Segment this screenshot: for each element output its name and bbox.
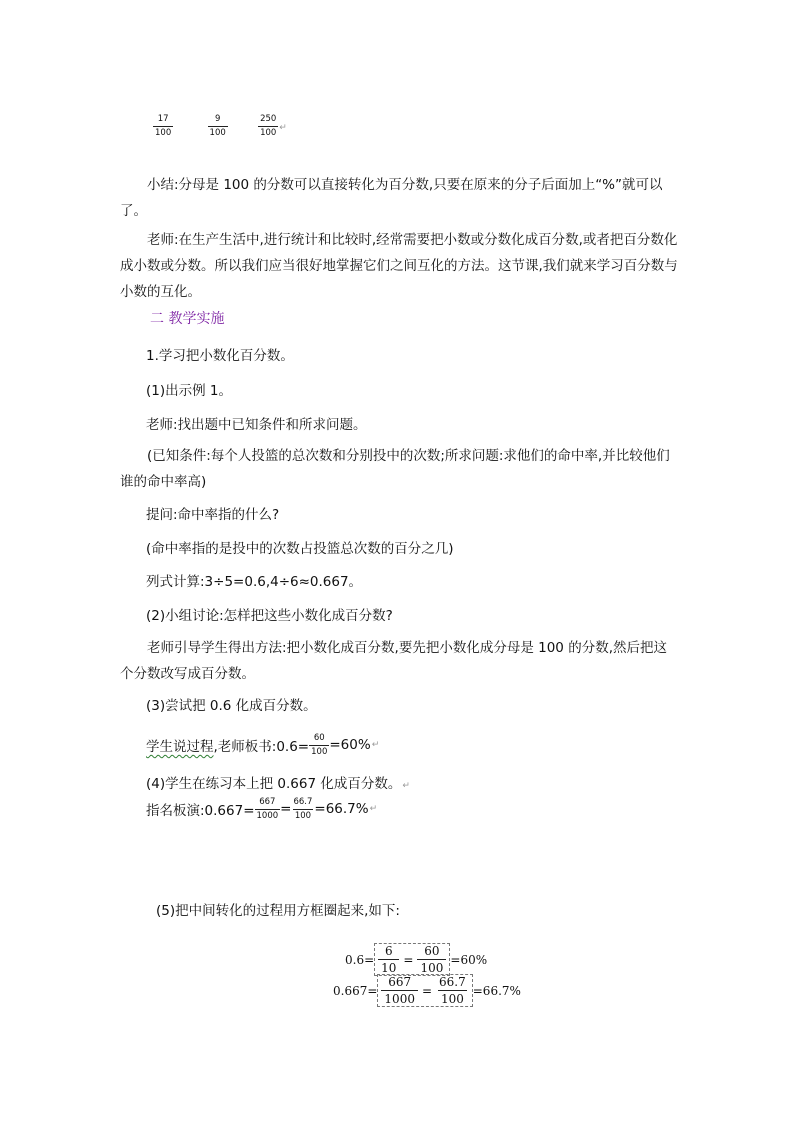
dashed-box: $\frac{667}{1000}$ = $\frac{66.7}{100}$ <box>377 974 472 1007</box>
teacher-guide: 老师引导学生得出方法:把小数化成百分数,要先把小数化成分母是 100 的分数,然后把这个分数改写成百分数。 <box>120 640 667 682</box>
step-1: 1.学习把小数化百分数。 <box>146 348 294 364</box>
fraction-66-7-100: $\frac{66.7}{100}$ <box>293 797 313 821</box>
summary-paragraph: 小结:分母是 100 的分数可以直接转化为百分数,只要在原来的分子后面加上“%”就可以了。 <box>120 177 663 219</box>
boxed-row-1: 0.6= $\frac{6}{10}$ = $\frac{60}{100}$ =60% <box>345 944 488 975</box>
boxed-row-2: 0.667= $\frac{667}{1000}$ = $\frac{66.7}{100}$ =66.7% <box>333 975 521 1006</box>
fraction-250-100: $\frac{250}{100}$ <box>260 114 277 138</box>
dashed-box: $\frac{6}{10}$ = $\frac{60}{100}$ <box>374 943 450 976</box>
step-1-5: (5)把中间转化的过程用方框圈起来,如下: <box>156 903 400 919</box>
teacher-find: 老师:找出题中已知条件和所求问题。 <box>146 417 367 433</box>
board-line-1: 学生说过程 ,老师板书:0.6= $\frac{60}{100}$ =60% ↵ <box>146 733 380 757</box>
answer: (命中率指的是投中的次数占投篮总次数的百分之几) <box>146 541 454 557</box>
section-heading: 二 教学实施 <box>150 311 225 327</box>
return-mark: ↵ <box>279 123 287 133</box>
step-1-3: (3)尝试把 0.6 化成百分数。 <box>146 698 317 714</box>
step-1-2: (2)小组讨论:怎样把这些小数化成百分数? <box>146 608 393 624</box>
step-1-1: (1)出示例 1。 <box>146 383 233 399</box>
fraction-667-1000: $\frac{667}{1000}$ <box>256 797 279 821</box>
fraction-60-100: $\frac{60}{100}$ <box>311 733 328 757</box>
calculation: 列式计算:3÷5=0.6,4÷6≈0.667。 <box>146 574 363 590</box>
question: 提问:命中率指的什么? <box>146 507 280 523</box>
fraction-17-100: $\frac{17}{100}$ <box>155 114 172 138</box>
top-fraction-row <box>153 115 287 137</box>
fraction-9-100: $\frac{9}{100}$ <box>209 114 226 138</box>
board-line-2: 指名板演:0.667= $\frac{667}{1000}$ = $\frac{66.7}{100}$ =66.7% ↵ <box>146 797 378 821</box>
teacher-intro-paragraph: 老师:在生产生活中,进行统计和比较时,经常需要把小数或分数化成百分数,或者把百分数化成小数或分数。所以我们应当很好地掌握它们之间互化的方法。这节课,我们就来学习百分数与小数的互化。 <box>120 232 678 300</box>
known-conditions: (已知条件:每个人投篮的总次数和分别投中的次数;所求问题:求他们的命中率,并比较他们谁的命中率高) <box>120 448 670 490</box>
step-1-4: (4)学生在练习本上把 0.667 化成百分数。↵ <box>146 776 410 792</box>
